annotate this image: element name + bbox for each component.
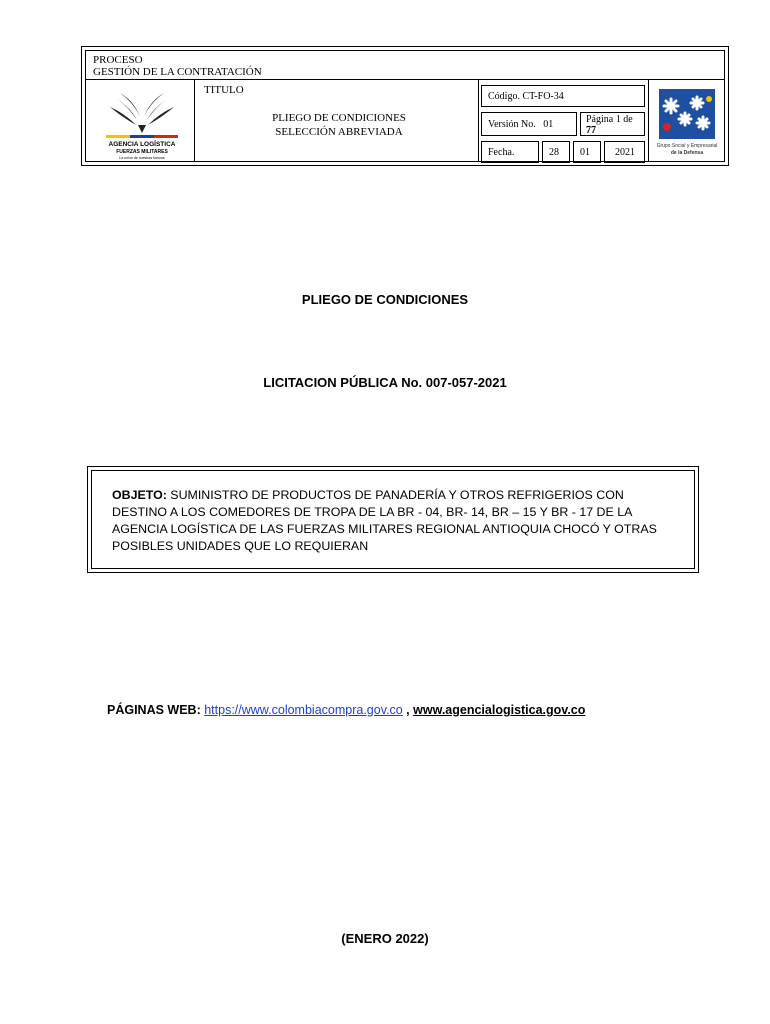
objeto-box xyxy=(87,466,699,573)
fecha-year-cell xyxy=(604,141,645,163)
licitacion-number: LICITACION PÚBLICA No. 007-057-2021 xyxy=(263,375,507,390)
proceso-label: PROCESO xyxy=(93,54,143,66)
link-separator: , xyxy=(402,703,414,717)
agencialogistica-link[interactable]: www.agencialogistica.gov.co xyxy=(413,703,586,717)
pagina-text: Página 1 de xyxy=(586,114,633,125)
version-value: 01 xyxy=(543,119,554,130)
document-header xyxy=(81,46,729,166)
fecha-month-cell xyxy=(573,141,601,163)
logo-line2: FUERZAS MILITARES xyxy=(116,149,168,155)
paginas-web xyxy=(107,703,585,717)
logo-line1: AGENCIA LOGÍSTICA xyxy=(108,141,176,148)
paginas-label: PÁGINAS WEB: xyxy=(107,703,201,717)
header-inner-frame xyxy=(85,50,725,162)
eagle-icon xyxy=(92,85,192,165)
gsed-logo xyxy=(653,87,723,162)
titulo-text xyxy=(204,111,474,139)
document-title: PLIEGO DE CONDICIONES xyxy=(301,292,469,307)
fecha-label-cell xyxy=(481,141,539,163)
divider-v1 xyxy=(194,79,195,161)
proceso-value: GESTIÓN DE LA CONTRATACIÓN xyxy=(93,66,262,78)
fecha-month: 01 xyxy=(580,147,590,158)
header-divider xyxy=(86,79,724,80)
titulo-line1: PLIEGO DE CONDICIONES xyxy=(272,112,406,124)
logo-line3: La unión de nuestras fuerzas xyxy=(119,156,165,160)
document-date: (ENERO 2022) xyxy=(341,931,429,946)
objeto-label: OBJETO: xyxy=(112,488,167,502)
colombiacompra-link[interactable]: https://www.colombiacompra.gov.co xyxy=(204,703,403,717)
gsed-stars-icon xyxy=(653,87,723,162)
fecha-day-cell xyxy=(542,141,570,163)
fecha-label: Fecha. xyxy=(488,147,515,158)
version-cell xyxy=(481,112,577,136)
fecha-day: 28 xyxy=(549,147,559,158)
fecha-year: 2021 xyxy=(615,147,635,158)
codigo-cell xyxy=(481,85,645,107)
objeto-text: SUMINISTRO DE PRODUCTOS DE PANADERÍA Y OTROS REFRIGERIOS CON DESTINO A LOS COMEDORES DE TROPA DE LA BR - 04, BR- 14, BR – 15 Y BR - 17 DE LA AGENCIA LOGÍSTICA DE LAS FUERZAS MILITARES REGIONAL ANTIOQUIA CHOCÓ Y OTRAS POSIBLES UNIDADES QUE LO REQUIERAN xyxy=(112,488,657,553)
version-label: Versión No. xyxy=(488,119,536,130)
codigo-text: Código. CT-FO-34 xyxy=(488,91,564,102)
objeto-inner xyxy=(91,470,695,569)
titulo-label: TITULO xyxy=(204,84,244,96)
gsed-line1: Grupo Social y Empresarial xyxy=(656,143,718,149)
divider-v3 xyxy=(648,79,649,161)
proceso-block xyxy=(93,54,262,78)
pagina-cell xyxy=(580,112,645,136)
pagina-total: 77 xyxy=(586,125,596,136)
agencia-logistica-logo xyxy=(92,85,192,165)
gsed-line2: de la Defensa xyxy=(670,150,704,156)
divider-v2 xyxy=(478,79,479,161)
titulo-line2: SELECCIÓN ABREVIADA xyxy=(275,126,403,138)
